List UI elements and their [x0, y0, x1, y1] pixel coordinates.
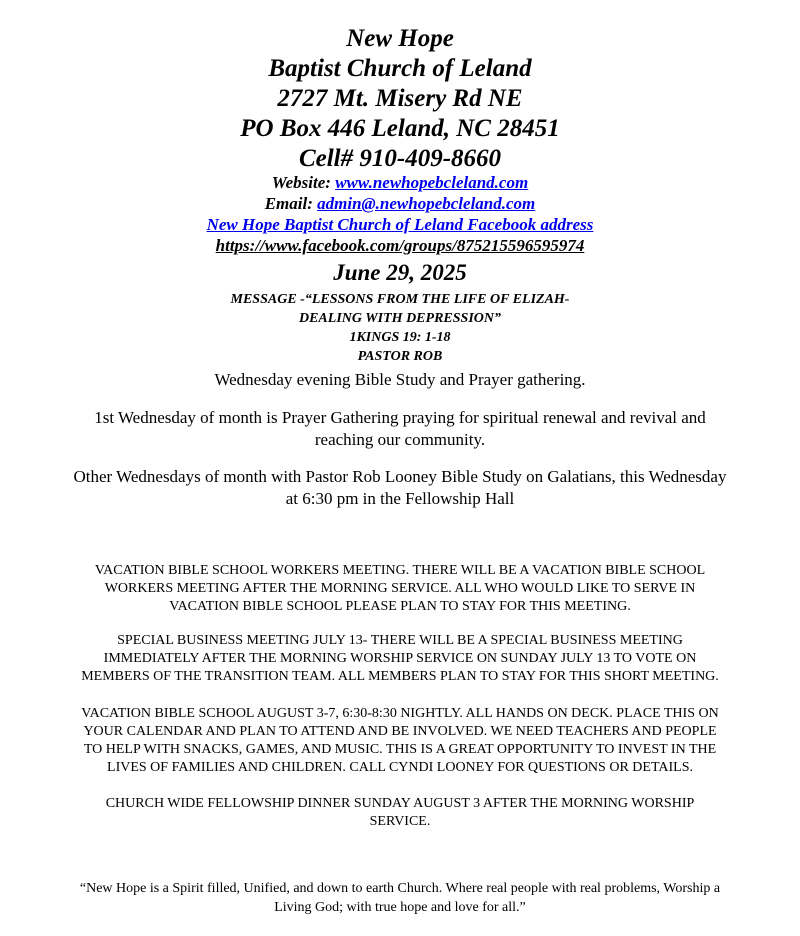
- fellowship-dinner-line1: CHURCH WIDE FELLOWSHIP DINNER SUNDAY AUGUST 3 AFTER THE MORNING WORSHIP: [105, 796, 695, 811]
- email-line: [0, 193, 800, 214]
- church-name-line1: New Hope: [346, 25, 454, 52]
- facebook-link[interactable]: New Hope Baptist Church of Leland Facebook address: [206, 215, 594, 234]
- vbs-workers-line2: WORKERS MEETING AFTER THE MORNING SERVICE. ALL WHO WOULD LIKE TO SERVE IN: [104, 581, 696, 596]
- email-label: Email:: [264, 194, 318, 213]
- vbs-dates-line2: YOUR CALENDAR AND PLAN TO ATTEND AND BE INVOLVED. WE NEED TEACHERS AND PEOPLE: [83, 724, 717, 739]
- vbs-dates-line4: LIVES OF FAMILIES AND CHILDREN. CALL CYNDI LOONEY FOR QUESTIONS OR DETAILS.: [107, 760, 693, 775]
- website-label: Website:: [271, 173, 336, 192]
- scripture-reference: 1KINGS 19: 1-18: [349, 330, 451, 345]
- business-meeting-line1: SPECIAL BUSINESS MEETING JULY 13- THERE WILL BE A SPECIAL BUSINESS MEETING: [117, 633, 683, 648]
- facebook-url-line: [0, 235, 800, 256]
- church-motto-line1: “New Hope is a Spirit filled, Unified, and down to earth Church. Where real people with real problems, Worship a: [79, 881, 721, 896]
- service-date: June 29, 2025: [333, 260, 467, 285]
- other-wednesdays-line2: at 6:30 pm in the Fellowship Hall: [285, 489, 515, 508]
- po-box-address: PO Box 446 Leland, NC 28451: [240, 115, 560, 142]
- cell-phone: Cell# 910-409-8660: [298, 145, 502, 172]
- facebook-url[interactable]: https://www.facebook.com/groups/875215596595974: [215, 236, 585, 255]
- wednesday-intro: Wednesday evening Bible Study and Prayer gathering.: [214, 370, 586, 389]
- facebook-line: [0, 214, 800, 235]
- pastor-name: PASTOR ROB: [357, 349, 443, 364]
- vbs-dates-line1: VACATION BIBLE SCHOOL AUGUST 3-7, 6:30-8:30 NIGHTLY. ALL HANDS ON DECK. PLACE THIS ON: [81, 706, 719, 721]
- website-link[interactable]: www.newhopebcleland.com: [335, 173, 529, 192]
- fellowship-dinner-line2: SERVICE.: [369, 814, 431, 829]
- message-title-line2: DEALING WITH DEPRESSION”: [298, 311, 501, 326]
- business-meeting-line3: MEMBERS OF THE TRANSITION TEAM. ALL MEMBERS PLAN TO STAY FOR THIS SHORT MEETING.: [81, 669, 719, 684]
- street-address: 2727 Mt. Misery Rd NE: [277, 85, 523, 112]
- website-line: [0, 172, 800, 193]
- church-motto-line2: Living God; with true hope and love for all.”: [274, 900, 526, 915]
- message-title-line1: MESSAGE -“LESSONS FROM THE LIFE OF ELIZAH-: [230, 292, 570, 307]
- business-meeting-line2: IMMEDIATELY AFTER THE MORNING WORSHIP SERVICE ON SUNDAY JULY 13 TO VOTE ON: [103, 651, 697, 666]
- first-wednesday-line2: reaching our community.: [314, 430, 486, 449]
- email-link[interactable]: admin@.newhopebcleland.com: [317, 194, 536, 213]
- first-wednesday-line1: 1st Wednesday of month is Prayer Gathering praying for spiritual renewal and revival and: [94, 408, 706, 427]
- vbs-dates-line3: TO HELP WITH SNACKS, GAMES, AND MUSIC. THIS IS A GREAT OPPORTUNITY TO INVEST IN THE: [83, 742, 717, 757]
- church-name-line2: Baptist Church of Leland: [268, 55, 532, 82]
- vbs-workers-line3: VACATION BIBLE SCHOOL PLEASE PLAN TO STAY FOR THIS MEETING.: [169, 599, 631, 614]
- vbs-workers-line1: VACATION BIBLE SCHOOL WORKERS MEETING. THERE WILL BE A VACATION BIBLE SCHOOL: [94, 563, 706, 578]
- other-wednesdays-line1: Other Wednesdays of month with Pastor Rob Looney Bible Study on Galatians, this Wednesday: [73, 467, 727, 486]
